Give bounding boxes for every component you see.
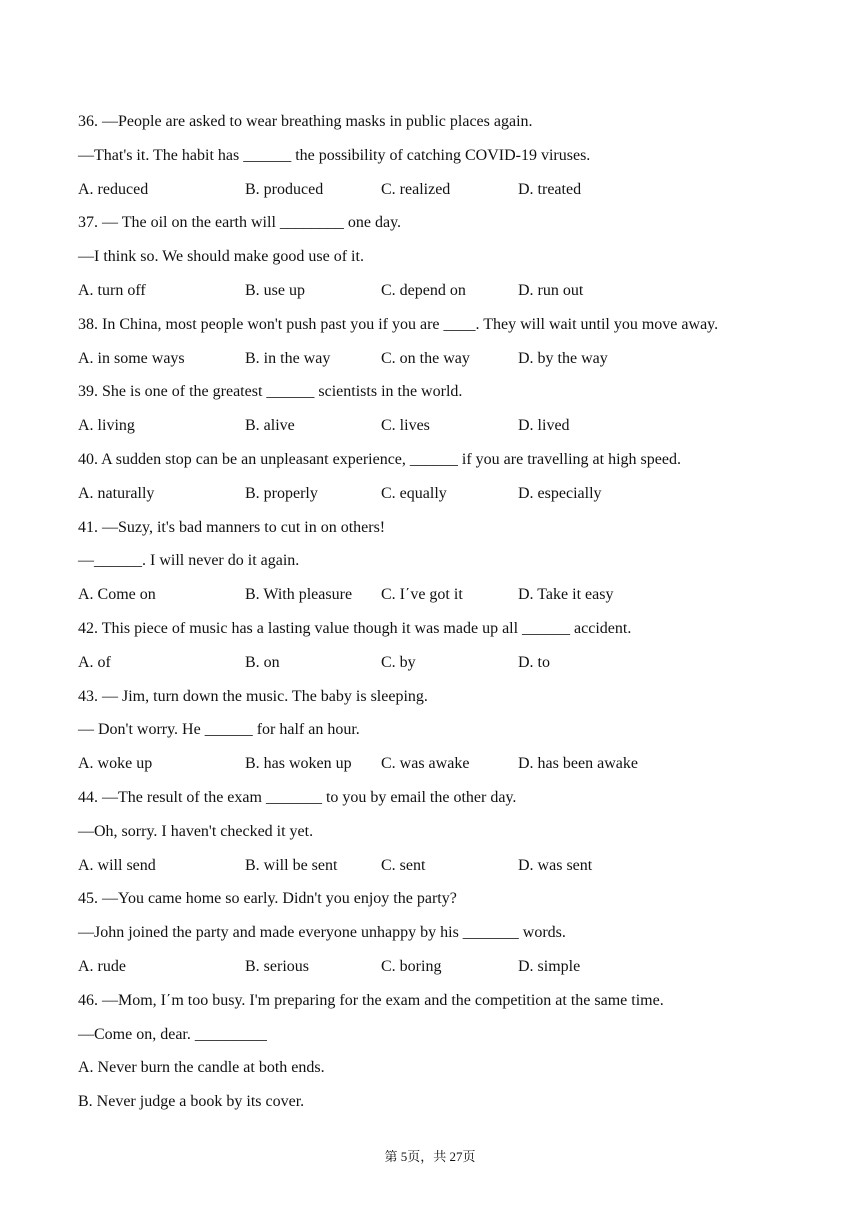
question-stem: 41. —Suzy, it's bad manners to cut in on others! xyxy=(78,518,386,536)
question-block xyxy=(78,516,798,617)
answer-option: C. sent xyxy=(381,856,426,874)
question-list xyxy=(78,110,798,1124)
answer-option: C. boring xyxy=(381,957,442,975)
question-stem: 43. — Jim, turn down the music. The baby is sleeping. xyxy=(78,687,428,705)
answer-option: C. was awake xyxy=(381,755,470,773)
question-line: B. Never judge a book by its cover. xyxy=(78,1093,305,1111)
answer-options xyxy=(78,178,798,212)
answer-option: A. Come on xyxy=(78,586,156,604)
question-stem: 38. In China, most people won't push past you if you are ____. They will wait until you move away. xyxy=(78,315,719,333)
question-line: — Don't worry. He ______ for half an hour. xyxy=(78,721,360,739)
question-block xyxy=(78,313,798,381)
question-block xyxy=(78,211,798,312)
answer-option: B. has woken up xyxy=(245,755,352,773)
answer-options xyxy=(78,955,798,989)
question-stem: 45. —You came home so early. Didn't you enjoy the party? xyxy=(78,890,457,908)
answer-option: A. rude xyxy=(78,957,126,975)
answer-option: D. especially xyxy=(518,484,602,502)
answer-options xyxy=(78,583,798,617)
question-block xyxy=(78,989,798,1124)
question-line: —That's it. The habit has ______ the possibility of catching COVID-19 viruses. xyxy=(78,146,591,164)
answer-option: B. produced xyxy=(245,180,324,198)
question-line: —______. I will never do it again. xyxy=(78,552,300,570)
answer-option: B. use up xyxy=(245,281,305,299)
answer-option: D. treated xyxy=(518,180,582,198)
answer-options xyxy=(78,651,798,685)
answer-option: A. turn off xyxy=(78,281,146,299)
question-stem: 42. This piece of music has a lasting value though it was made up all ______ accident. xyxy=(78,619,632,637)
question-line: —John joined the party and made everyone unhappy by his _______ words. xyxy=(78,924,566,942)
question-block xyxy=(78,380,798,448)
answer-options xyxy=(78,279,798,313)
answer-option: C. by xyxy=(381,653,416,671)
answer-options xyxy=(78,347,798,381)
answer-option: C. lives xyxy=(381,417,430,435)
answer-options xyxy=(78,482,798,516)
answer-option: C. depend on xyxy=(381,281,466,299)
answer-option: B. in the way xyxy=(245,349,331,367)
answer-option: D. run out xyxy=(518,281,584,299)
answer-option: D. to xyxy=(518,653,550,671)
answer-option: B. will be sent xyxy=(245,856,338,874)
question-stem: 39. She is one of the greatest ______ scientists in the world. xyxy=(78,383,463,401)
question-line: —Come on, dear. _________ xyxy=(78,1025,267,1043)
question-line: A. Never burn the candle at both ends. xyxy=(78,1059,325,1077)
answer-option: B. on xyxy=(245,653,280,671)
answer-option: A. reduced xyxy=(78,180,149,198)
question-stem: 36. —People are asked to wear breathing masks in public places again. xyxy=(78,113,533,130)
answer-option: B. serious xyxy=(245,957,309,975)
answer-option: C. I΄ve got it xyxy=(381,586,463,604)
answer-option: A. living xyxy=(78,417,135,435)
question-stem: 40. A sudden stop can be an unpleasant experience, ______ if you are travelling at high speed. xyxy=(78,450,681,468)
question-stem: 44. —The result of the exam _______ to you by email the other day. xyxy=(78,788,517,806)
question-line: —I think so. We should make good use of it. xyxy=(78,248,364,266)
answer-option: C. realized xyxy=(381,180,451,198)
answer-option: D. simple xyxy=(518,957,581,975)
answer-option: A. in some ways xyxy=(78,349,185,367)
page-footer: 第 5页，共 27页 xyxy=(384,1149,476,1164)
answer-option: A. woke up xyxy=(78,755,153,773)
answer-option: D. has been awake xyxy=(518,755,638,773)
question-block xyxy=(78,110,798,211)
answer-option: B. alive xyxy=(245,417,295,435)
answer-option: A. naturally xyxy=(78,484,155,502)
answer-option: D. by the way xyxy=(518,349,608,367)
answer-option: D. Take it easy xyxy=(518,586,614,604)
answer-option: D. was sent xyxy=(518,856,593,874)
answer-option: C. equally xyxy=(381,484,447,502)
question-stem: 37. — The oil on the earth will ________ one day. xyxy=(78,214,402,232)
question-block xyxy=(78,448,798,516)
answer-option: C. on the way xyxy=(381,349,470,367)
question-line: —Oh, sorry. I haven't checked it yet. xyxy=(78,822,314,840)
question-block xyxy=(78,887,798,988)
answer-option: D. lived xyxy=(518,417,570,435)
answer-options xyxy=(78,414,798,448)
answer-options xyxy=(78,854,798,888)
answer-options xyxy=(78,752,798,786)
answer-option: B. properly xyxy=(245,484,318,502)
answer-option: B. With pleasure xyxy=(245,586,353,604)
answer-option: A. of xyxy=(78,653,111,671)
question-stem: 46. —Mom, I΄m too busy. I'm preparing for the exam and the competition at the same time. xyxy=(78,991,664,1009)
answer-option: A. will send xyxy=(78,856,156,874)
question-block xyxy=(78,617,798,685)
question-block xyxy=(78,685,798,786)
question-block xyxy=(78,786,798,887)
